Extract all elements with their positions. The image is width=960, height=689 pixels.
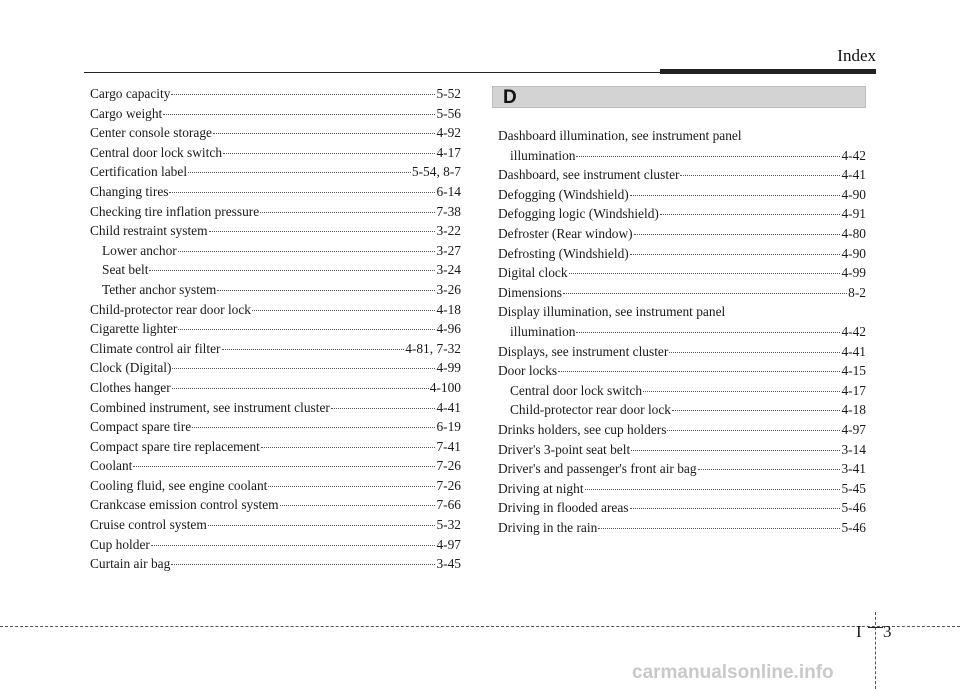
index-entry	[90, 221, 461, 241]
index-entry-term: Driving at night	[498, 480, 584, 496]
index-entry	[90, 535, 461, 555]
index-entry-page: 4-99	[436, 360, 461, 376]
index-entry-term-cont: illumination	[510, 147, 576, 163]
footer-rule	[0, 626, 960, 627]
index-entry-page: 4-97	[436, 536, 461, 552]
index-entry	[498, 479, 866, 499]
index-entry	[498, 342, 866, 362]
leader-dots	[223, 153, 435, 154]
index-entry	[498, 165, 866, 185]
index-entry-page: 3-14	[841, 441, 866, 457]
leader-dots	[569, 273, 841, 274]
index-column-right	[498, 126, 866, 537]
index-entry-page: 4-99	[841, 265, 866, 281]
index-entry	[498, 204, 866, 224]
leader-dots	[217, 290, 435, 291]
index-entry	[90, 495, 461, 515]
index-entry-term: Seat belt	[102, 262, 149, 278]
index-entry-term: Changing tires	[90, 183, 169, 199]
index-entry	[90, 417, 461, 437]
index-entry-term: Dimensions	[498, 284, 562, 300]
index-entry-term: Central door lock switch	[90, 144, 223, 160]
index-entry-page: 5-46	[841, 500, 866, 516]
index-entry-term: Defogging (Windshield)	[498, 186, 629, 202]
index-entry-term: Driving in flooded areas	[498, 500, 629, 516]
index-entry-term: Displays, see instrument cluster	[498, 343, 669, 359]
leader-dots	[672, 410, 840, 411]
index-entry-term: Child-protector rear door lock	[90, 301, 252, 317]
index-entry	[498, 283, 866, 303]
index-entry	[498, 498, 866, 518]
index-entry-page: 3-27	[436, 242, 461, 258]
index-entry-page: 4-17	[841, 382, 866, 398]
index-entry-term: Clothes hanger	[90, 379, 171, 395]
index-subentry	[498, 400, 866, 420]
index-entry-term: Driving in the rain	[498, 519, 598, 535]
leader-dots	[280, 505, 436, 506]
index-entry-term: Driver's and passenger's front air bag	[498, 461, 697, 477]
index-entry-page: 4-92	[436, 125, 461, 141]
index-entry-page: 4-80	[841, 225, 866, 241]
leader-dots	[169, 192, 435, 193]
index-entry	[90, 202, 461, 222]
index-entry-term: Lower anchor	[102, 242, 177, 258]
index-entry-term: Checking tire inflation pressure	[90, 203, 260, 219]
leader-dots	[133, 466, 435, 467]
index-entry	[498, 302, 866, 341]
index-entry	[498, 518, 866, 538]
footer-crop-mark	[875, 612, 876, 689]
index-entry-term: Cigarette lighter	[90, 321, 178, 337]
index-entry-term: Display illumination, see instrument panel	[498, 304, 726, 320]
index-entry-term: Dashboard, see instrument cluster	[498, 167, 680, 183]
index-entry-term: Cargo capacity	[90, 86, 171, 101]
index-entry-page: 5-54, 8-7	[411, 164, 461, 180]
leader-dots	[192, 427, 435, 428]
index-entry-page: 4-41	[436, 399, 461, 415]
index-entry-page: 4-90	[841, 245, 866, 261]
index-entry	[90, 84, 461, 104]
leader-dots	[213, 133, 435, 134]
index-entry	[90, 300, 461, 320]
index-entry-term: Cargo weight	[90, 105, 163, 121]
leader-dots	[585, 489, 841, 490]
index-entry-continuation	[498, 146, 866, 166]
index-entry-page: 5-32	[436, 517, 461, 533]
index-entry-term: Child restraint system	[90, 223, 208, 239]
leader-dots	[209, 231, 436, 232]
index-entry	[90, 378, 461, 398]
leader-dots	[172, 368, 435, 369]
index-entry-term: Clock (Digital)	[90, 360, 172, 376]
leader-dots	[260, 212, 435, 213]
footer-separator	[868, 627, 883, 628]
index-entry	[498, 224, 866, 244]
leader-dots	[151, 545, 436, 546]
index-entry-term: Curtain air bag	[90, 556, 171, 572]
index-entry-term: Tether anchor system	[102, 281, 217, 297]
index-entry-term: Crankcase emission control system	[90, 497, 279, 513]
index-entry	[498, 263, 866, 283]
index-entry-page: 3-41	[841, 461, 866, 477]
index-entry-term: Compact spare tire replacement	[90, 438, 260, 454]
leader-dots	[634, 234, 841, 235]
leader-dots	[630, 254, 841, 255]
index-entry-page: 4-41	[841, 343, 866, 359]
index-entry	[90, 143, 461, 163]
header-accent-bar	[660, 69, 876, 74]
leader-dots	[576, 332, 840, 333]
index-entry-term: Certification label	[90, 164, 188, 180]
leader-dots	[598, 528, 840, 529]
index-entry-page: 4-97	[841, 421, 866, 437]
leader-dots	[149, 270, 435, 271]
index-entry-page: 3-22	[436, 223, 461, 239]
header-title: Index	[837, 46, 876, 65]
index-entry	[498, 459, 866, 479]
leader-dots	[631, 450, 840, 451]
leader-dots	[698, 469, 841, 470]
leader-dots	[558, 371, 840, 372]
leader-dots	[331, 408, 436, 409]
leader-dots	[261, 447, 436, 448]
index-entry-term: Driver's 3-point seat belt	[498, 441, 631, 457]
index-entry-page: 4-15	[841, 363, 866, 379]
leader-dots	[178, 251, 436, 252]
leader-dots	[171, 94, 435, 95]
index-entry-term: Dashboard illumination, see instrument panel	[498, 128, 742, 143]
index-entry-continuation	[498, 322, 866, 342]
leader-dots	[172, 388, 429, 389]
index-subentry	[90, 241, 461, 261]
index-entry-page: 3-26	[436, 281, 461, 297]
index-entry-page: 3-45	[436, 556, 461, 572]
index-subentry	[498, 381, 866, 401]
index-entry-page: 4-18	[436, 301, 461, 317]
index-entry	[90, 162, 461, 182]
index-entry	[90, 104, 461, 124]
index-entry	[498, 185, 866, 205]
index-entry	[90, 554, 461, 574]
index-entry-page: 4-18	[841, 402, 866, 418]
leader-dots	[178, 329, 435, 330]
index-entry-term: Defrosting (Windshield)	[498, 245, 629, 261]
index-entry-page: 4-91	[841, 206, 866, 222]
index-entry	[498, 420, 866, 440]
index-entry-term: Coolant	[90, 458, 133, 474]
index-entry-page: 7-66	[436, 497, 461, 513]
leader-dots	[669, 352, 840, 353]
section-header-d	[492, 86, 866, 108]
index-entry-term: Combined instrument, see instrument cluster	[90, 399, 330, 415]
index-entry-term: Digital clock	[498, 265, 568, 281]
leader-dots	[208, 525, 436, 526]
leader-dots	[252, 310, 435, 311]
index-entry	[90, 456, 461, 476]
footer-section-label: I	[856, 622, 862, 641]
index-entry-page: 7-38	[436, 203, 461, 219]
leader-dots	[222, 349, 405, 350]
index-entry-page: 4-81, 7-32	[405, 340, 461, 356]
index-entry-page: 8-2	[848, 284, 866, 300]
index-entry-page: 5-56	[436, 105, 461, 121]
leader-dots	[630, 195, 841, 196]
index-entry-page: 6-19	[436, 419, 461, 435]
index-entry-page: 4-42	[841, 323, 866, 339]
index-entry-page: 4-90	[841, 186, 866, 202]
index-entry-page: 4-17	[436, 144, 461, 160]
index-entry-term: Center console storage	[90, 125, 212, 141]
index-entry	[498, 244, 866, 264]
index-entry	[90, 339, 461, 359]
index-column-left	[90, 84, 461, 574]
leader-dots	[576, 156, 840, 157]
index-entry-term: Cruise control system	[90, 517, 207, 533]
index-entry-page: 7-26	[436, 477, 461, 493]
leader-dots	[163, 114, 435, 115]
index-entry-page: 6-14	[436, 183, 461, 199]
index-entry	[498, 126, 866, 165]
index-entry-term: Cup holder	[90, 536, 150, 552]
index-entry	[90, 123, 461, 143]
index-entry	[90, 398, 461, 418]
index-subentry	[90, 260, 461, 280]
index-entry-term-cont: illumination	[510, 323, 576, 339]
index-entry-page: 4-96	[436, 321, 461, 337]
leader-dots	[660, 214, 841, 215]
index-entry-page: 5-46	[841, 519, 866, 535]
index-entry-page: 7-41	[436, 438, 461, 454]
index-entry	[90, 358, 461, 378]
index-entry-term: Child-protector rear door lock	[510, 402, 672, 418]
index-entry	[90, 437, 461, 457]
index-entry-term: Climate control air filter	[90, 340, 221, 356]
watermark-text: carmanualsonline.info	[632, 662, 834, 683]
index-entry-term: Door locks	[498, 363, 558, 379]
leader-dots	[563, 293, 847, 294]
index-entry-page: 4-100	[429, 379, 461, 395]
leader-dots	[630, 508, 841, 509]
index-entry-term: Defogging logic (Windshield)	[498, 206, 659, 222]
index-entry-term: Drinks holders, see cup holders	[498, 421, 667, 437]
index-entry	[90, 319, 461, 339]
index-entry-term: Defroster (Rear window)	[498, 225, 633, 241]
leader-dots	[188, 172, 411, 173]
index-entry	[498, 440, 866, 460]
index-entry-page: 7-26	[436, 458, 461, 474]
index-entry-term: Central door lock switch	[510, 382, 643, 398]
index-subentry	[90, 280, 461, 300]
index-entry-page: 5-52	[436, 86, 461, 101]
index-entry-term: Cooling fluid, see engine coolant	[90, 477, 268, 493]
index-entry	[498, 361, 866, 381]
index-entry	[90, 515, 461, 535]
index-entry-page: 5-45	[841, 480, 866, 496]
leader-dots	[643, 391, 840, 392]
index-entry-page: 4-41	[841, 167, 866, 183]
leader-dots	[268, 486, 435, 487]
index-entry-page: 3-24	[436, 262, 461, 278]
leader-dots	[171, 564, 435, 565]
index-entry	[90, 182, 461, 202]
section-letter: D	[503, 87, 517, 108]
index-entry	[90, 476, 461, 496]
leader-dots	[680, 175, 840, 176]
index-entry-term: Compact spare tire	[90, 419, 192, 435]
index-entry-page: 4-42	[841, 147, 866, 163]
leader-dots	[667, 430, 840, 431]
footer-page-number: 3	[883, 622, 892, 641]
